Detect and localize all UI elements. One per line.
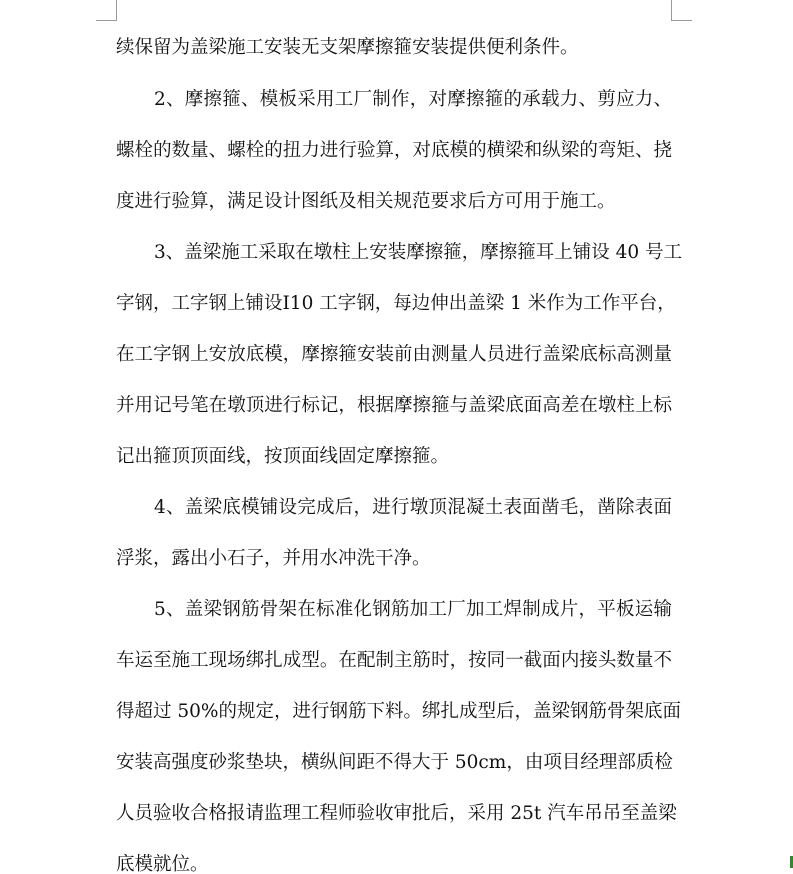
text-line-10: 4、盖梁底模铺设完成后，进行墩顶混凝土表面凿毛，凿除表面 xyxy=(154,497,672,518)
text-line-4: 度进行验算，满足设计图纸及相关规范要求后方可用于施工。 xyxy=(116,191,616,212)
crop-mark-right-horizontal xyxy=(671,20,692,21)
text-line-7: 在工字钢上安放底模，摩擦箍安装前由测量人员进行盖梁底标高测量 xyxy=(116,344,672,365)
text-line-17: 底模就位。 xyxy=(116,854,209,874)
crop-mark-right-vertical xyxy=(671,0,672,20)
text-line-1: 续保留为盖梁施工安装无支架摩擦箍安装提供便利条件。 xyxy=(116,37,579,58)
crop-mark-left-horizontal xyxy=(96,20,117,21)
text-line-2: 2、摩擦箍、模板采用工厂制作，对摩擦箍的承载力、剪应力、 xyxy=(154,89,672,110)
text-line-5: 3、盖梁施工采取在墩柱上安装摩擦箍，摩擦箍耳上铺设 40 号工 xyxy=(154,242,683,263)
crop-mark-left-vertical xyxy=(116,0,117,20)
text-line-14: 得超过 50%的规定，进行钢筋下料。绑扎成型后，盖梁钢筋骨架底面 xyxy=(116,701,682,722)
text-line-8: 并用记号笔在墩顶进行标记，根据摩擦箍与盖梁底面高差在墩柱上标 xyxy=(116,395,672,416)
text-line-15: 安装高强度砂浆垫块，横纵间距不得大于 50cm，由项目经理部质检 xyxy=(116,752,673,773)
text-line-12: 5、盖梁钢筋骨架在标准化钢筋加工厂加工焊制成片，平板运输 xyxy=(154,599,672,620)
text-line-16: 人员验收合格报请监理工程师验收审批后，采用 25t 汽车吊吊至盖梁 xyxy=(116,803,677,824)
text-line-3: 螺栓的数量、螺栓的扭力进行验算，对底模的横梁和纵梁的弯矩、挠 xyxy=(116,140,672,161)
text-line-9: 记出箍顶顶面线，按顶面线固定摩擦箍。 xyxy=(116,446,450,467)
text-line-6: 字钢，工字钢上铺设I10 工字钢，每边伸出盖梁 1 米作为工作平台， xyxy=(116,293,676,314)
text-line-13: 车运至施工现场绑扎成型。在配制主筋时，按同一截面内接头数量不 xyxy=(116,650,672,671)
text-line-11: 浮浆，露出小石子，并用水冲洗干净。 xyxy=(116,548,431,569)
